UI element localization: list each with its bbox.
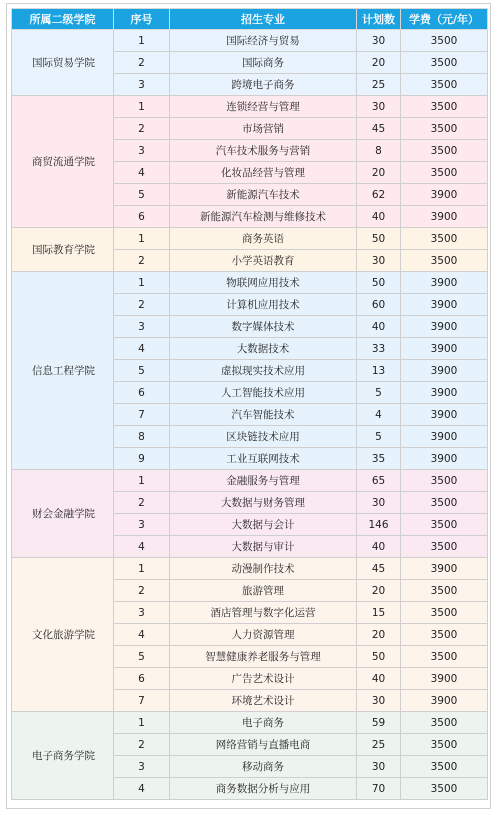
plan-cell: 50 [357,272,401,294]
major-cell: 商务英语 [170,228,357,250]
index-cell: 1 [114,558,170,580]
tuition-cell: 3500 [401,778,488,800]
tuition-cell: 3900 [401,690,488,712]
tuition-cell: 3900 [401,448,488,470]
index-cell: 4 [114,536,170,558]
plan-cell: 50 [357,228,401,250]
index-cell: 6 [114,206,170,228]
header-tuition: 学费（元/年） [401,9,488,30]
plan-cell: 30 [357,96,401,118]
tuition-cell: 3900 [401,294,488,316]
tuition-cell: 3500 [401,646,488,668]
plan-cell: 40 [357,316,401,338]
plan-cell: 30 [357,690,401,712]
major-cell: 大数据与会计 [170,514,357,536]
tuition-cell: 3900 [401,426,488,448]
major-cell: 金融服务与管理 [170,470,357,492]
header-college: 所属二级学院 [12,9,114,30]
index-cell: 1 [114,228,170,250]
tuition-cell: 3500 [401,624,488,646]
tuition-cell: 3900 [401,668,488,690]
index-cell: 2 [114,250,170,272]
tuition-cell: 3500 [401,74,488,96]
tuition-cell: 3500 [401,52,488,74]
index-cell: 1 [114,272,170,294]
tuition-cell: 3500 [401,756,488,778]
plan-cell: 40 [357,536,401,558]
tuition-cell: 3500 [401,228,488,250]
plan-cell: 70 [357,778,401,800]
major-cell: 人力资源管理 [170,624,357,646]
tuition-cell: 3900 [401,206,488,228]
table-row [12,228,488,250]
major-cell: 大数据与审计 [170,536,357,558]
major-cell: 旅游管理 [170,580,357,602]
tuition-cell: 3500 [401,118,488,140]
major-cell: 人工智能技术应用 [170,382,357,404]
college-cell: 国际教育学院 [12,228,114,272]
plan-cell: 33 [357,338,401,360]
header-row [12,9,488,30]
major-cell: 虚拟现实技术应用 [170,360,357,382]
major-cell: 连锁经营与管理 [170,96,357,118]
index-cell: 8 [114,426,170,448]
tuition-cell: 3900 [401,184,488,206]
index-cell: 4 [114,624,170,646]
header-major: 招生专业 [170,9,357,30]
table-row [12,96,488,118]
table-row [12,30,488,52]
major-cell: 网络营销与直播电商 [170,734,357,756]
college-cell: 文化旅游学院 [12,558,114,712]
major-cell: 物联网应用技术 [170,272,357,294]
index-cell: 3 [114,140,170,162]
plan-cell: 25 [357,734,401,756]
major-cell: 化妆品经营与管理 [170,162,357,184]
plan-cell: 30 [357,250,401,272]
index-cell: 5 [114,184,170,206]
plan-cell: 15 [357,602,401,624]
index-cell: 3 [114,74,170,96]
table-body [12,30,488,800]
tuition-cell: 3900 [401,272,488,294]
table-row [12,470,488,492]
tuition-cell: 3900 [401,316,488,338]
plan-cell: 50 [357,646,401,668]
major-cell: 数字媒体技术 [170,316,357,338]
table-row [12,272,488,294]
index-cell: 5 [114,646,170,668]
tuition-cell: 3500 [401,96,488,118]
college-cell: 信息工程学院 [12,272,114,470]
index-cell: 2 [114,492,170,514]
index-cell: 4 [114,338,170,360]
plan-cell: 45 [357,558,401,580]
index-cell: 4 [114,778,170,800]
plan-cell: 20 [357,162,401,184]
major-cell: 汽车智能技术 [170,404,357,426]
index-cell: 5 [114,360,170,382]
tuition-cell: 3900 [401,360,488,382]
index-cell: 2 [114,294,170,316]
header-index: 序号 [114,9,170,30]
index-cell: 4 [114,162,170,184]
tuition-cell: 3500 [401,162,488,184]
plan-cell: 5 [357,382,401,404]
major-cell: 小学英语教育 [170,250,357,272]
tuition-cell: 3500 [401,580,488,602]
index-cell: 1 [114,96,170,118]
index-cell: 6 [114,668,170,690]
tuition-cell: 3500 [401,734,488,756]
index-cell: 1 [114,470,170,492]
index-cell: 3 [114,514,170,536]
tuition-cell: 3500 [401,30,488,52]
major-cell: 市场营销 [170,118,357,140]
college-cell: 商贸流通学院 [12,96,114,228]
plan-cell: 5 [357,426,401,448]
index-cell: 9 [114,448,170,470]
plan-cell: 25 [357,74,401,96]
plan-cell: 35 [357,448,401,470]
plan-cell: 20 [357,52,401,74]
major-cell: 计算机应用技术 [170,294,357,316]
tuition-cell: 3900 [401,338,488,360]
index-cell: 3 [114,602,170,624]
major-cell: 环境艺术设计 [170,690,357,712]
plan-cell: 60 [357,294,401,316]
tuition-cell: 3500 [401,536,488,558]
index-cell: 3 [114,756,170,778]
tuition-cell: 3500 [401,492,488,514]
tuition-cell: 3500 [401,470,488,492]
plan-cell: 59 [357,712,401,734]
tuition-cell: 3900 [401,404,488,426]
plan-cell: 30 [357,756,401,778]
admissions-table [11,8,488,800]
tuition-cell: 3500 [401,712,488,734]
major-cell: 新能源汽车技术 [170,184,357,206]
major-cell: 商务数据分析与应用 [170,778,357,800]
major-cell: 动漫制作技术 [170,558,357,580]
tuition-cell: 3500 [401,602,488,624]
major-cell: 电子商务 [170,712,357,734]
header-plan: 计划数 [357,9,401,30]
major-cell: 酒店管理与数字化运营 [170,602,357,624]
plan-cell: 13 [357,360,401,382]
index-cell: 2 [114,52,170,74]
major-cell: 广告艺术设计 [170,668,357,690]
major-cell: 汽车技术服务与营销 [170,140,357,162]
plan-cell: 65 [357,470,401,492]
index-cell: 2 [114,580,170,602]
index-cell: 3 [114,316,170,338]
plan-cell: 30 [357,30,401,52]
tuition-cell: 3900 [401,382,488,404]
major-cell: 移动商务 [170,756,357,778]
college-cell: 财会金融学院 [12,470,114,558]
plan-cell: 62 [357,184,401,206]
major-cell: 跨境电子商务 [170,74,357,96]
index-cell: 2 [114,734,170,756]
tuition-cell: 3500 [401,140,488,162]
table-row [12,712,488,734]
major-cell: 区块链技术应用 [170,426,357,448]
index-cell: 1 [114,712,170,734]
plan-cell: 4 [357,404,401,426]
major-cell: 工业互联网技术 [170,448,357,470]
plan-cell: 20 [357,580,401,602]
tuition-cell: 3500 [401,514,488,536]
index-cell: 7 [114,690,170,712]
index-cell: 6 [114,382,170,404]
major-cell: 智慧健康养老服务与管理 [170,646,357,668]
plan-cell: 40 [357,668,401,690]
major-cell: 国际商务 [170,52,357,74]
college-cell: 国际贸易学院 [12,30,114,96]
plan-cell: 40 [357,206,401,228]
table-row [12,558,488,580]
major-cell: 大数据技术 [170,338,357,360]
index-cell: 2 [114,118,170,140]
major-cell: 新能源汽车检测与维修技术 [170,206,357,228]
plan-cell: 8 [357,140,401,162]
plan-cell: 20 [357,624,401,646]
tuition-cell: 3900 [401,558,488,580]
index-cell: 7 [114,404,170,426]
plan-cell: 45 [357,118,401,140]
plan-cell: 146 [357,514,401,536]
college-cell: 电子商务学院 [12,712,114,800]
tuition-cell: 3500 [401,250,488,272]
major-cell: 国际经济与贸易 [170,30,357,52]
plan-cell: 30 [357,492,401,514]
index-cell: 1 [114,30,170,52]
major-cell: 大数据与财务管理 [170,492,357,514]
